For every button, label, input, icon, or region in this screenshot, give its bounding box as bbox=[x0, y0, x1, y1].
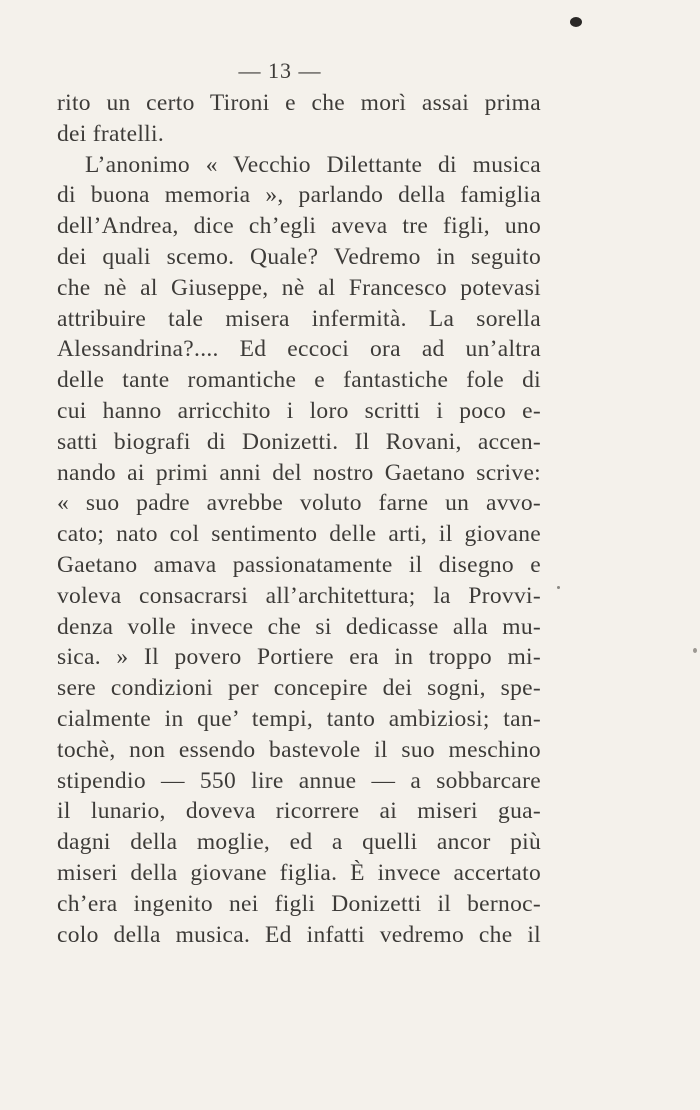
text-line: attribuire tale misera infermità. La sorella bbox=[57, 305, 541, 332]
text-line: rito un certo Tironi e che morì assai prima bbox=[57, 90, 541, 116]
text-line: tochè, non essendo bastevole il suo meschino bbox=[57, 736, 541, 763]
text-line: nando ai primi anni del nostro Gaetano scrive: bbox=[57, 459, 541, 486]
text-line: il lunario, doveva ricorrere ai miseri gua- bbox=[57, 798, 541, 825]
text-line: colo della musica. Ed infatti vedremo che il bbox=[57, 921, 541, 948]
text-line: « suo padre avrebbe voluto farne un avvo- bbox=[57, 490, 541, 517]
page-number: — 13 — bbox=[238, 58, 322, 83]
text-line: sica. » Il povero Portiere era in troppo mi- bbox=[57, 644, 541, 671]
text-line: dei fratelli. bbox=[57, 120, 164, 147]
text-line: Alessandrina?.... Ed eccoci ora ad un’altra bbox=[57, 336, 541, 363]
text-line: L’anonimo « Vecchio Dilettante di musica bbox=[85, 151, 541, 178]
ink-speck bbox=[557, 586, 560, 589]
text-line: Gaetano amava passionatamente il disegno e bbox=[57, 551, 541, 578]
text-line: stipendio — 550 lire annue — a sobbarcare bbox=[57, 767, 541, 794]
body-text bbox=[57, 88, 541, 950]
text-line: dei quali scemo. Quale? Vedremo in seguito bbox=[57, 243, 541, 270]
text-line: sere condizioni per concepire dei sogni, spe- bbox=[57, 675, 541, 702]
ink-speck bbox=[693, 648, 697, 653]
text-line: ch’era ingenito nei figli Donizetti il bernoc- bbox=[57, 890, 541, 917]
text-line: cato; nato col sentimento delle arti, il giovane bbox=[57, 521, 541, 548]
text-line: satti biografi di Donizetti. Il Rovani, accen- bbox=[57, 428, 541, 455]
ink-speck bbox=[570, 17, 582, 27]
text-line: di buona memoria », parlando della famiglia bbox=[57, 182, 541, 209]
text-line: che nè al Giuseppe, nè al Francesco potevasi bbox=[57, 274, 541, 301]
text-line: dell’Andrea, dice ch’egli aveva tre figli, uno bbox=[57, 213, 541, 240]
text-line: delle tante romantiche e fantastiche fole di bbox=[57, 367, 541, 394]
text-line: miseri della giovane figlia. È invece accertato bbox=[57, 859, 541, 886]
text-line: cialmente in que’ tempi, tanto ambiziosi; tan- bbox=[57, 705, 541, 732]
text-line: cui hanno arricchito i loro scritti i poco e- bbox=[57, 397, 541, 424]
text-line: voleva consacrarsi all’architettura; la Provvi- bbox=[57, 582, 541, 609]
text-line: denza volle invece che si dedicasse alla mu- bbox=[57, 613, 541, 640]
text-line: dagni della moglie, ed a quelli ancor più bbox=[57, 829, 541, 856]
